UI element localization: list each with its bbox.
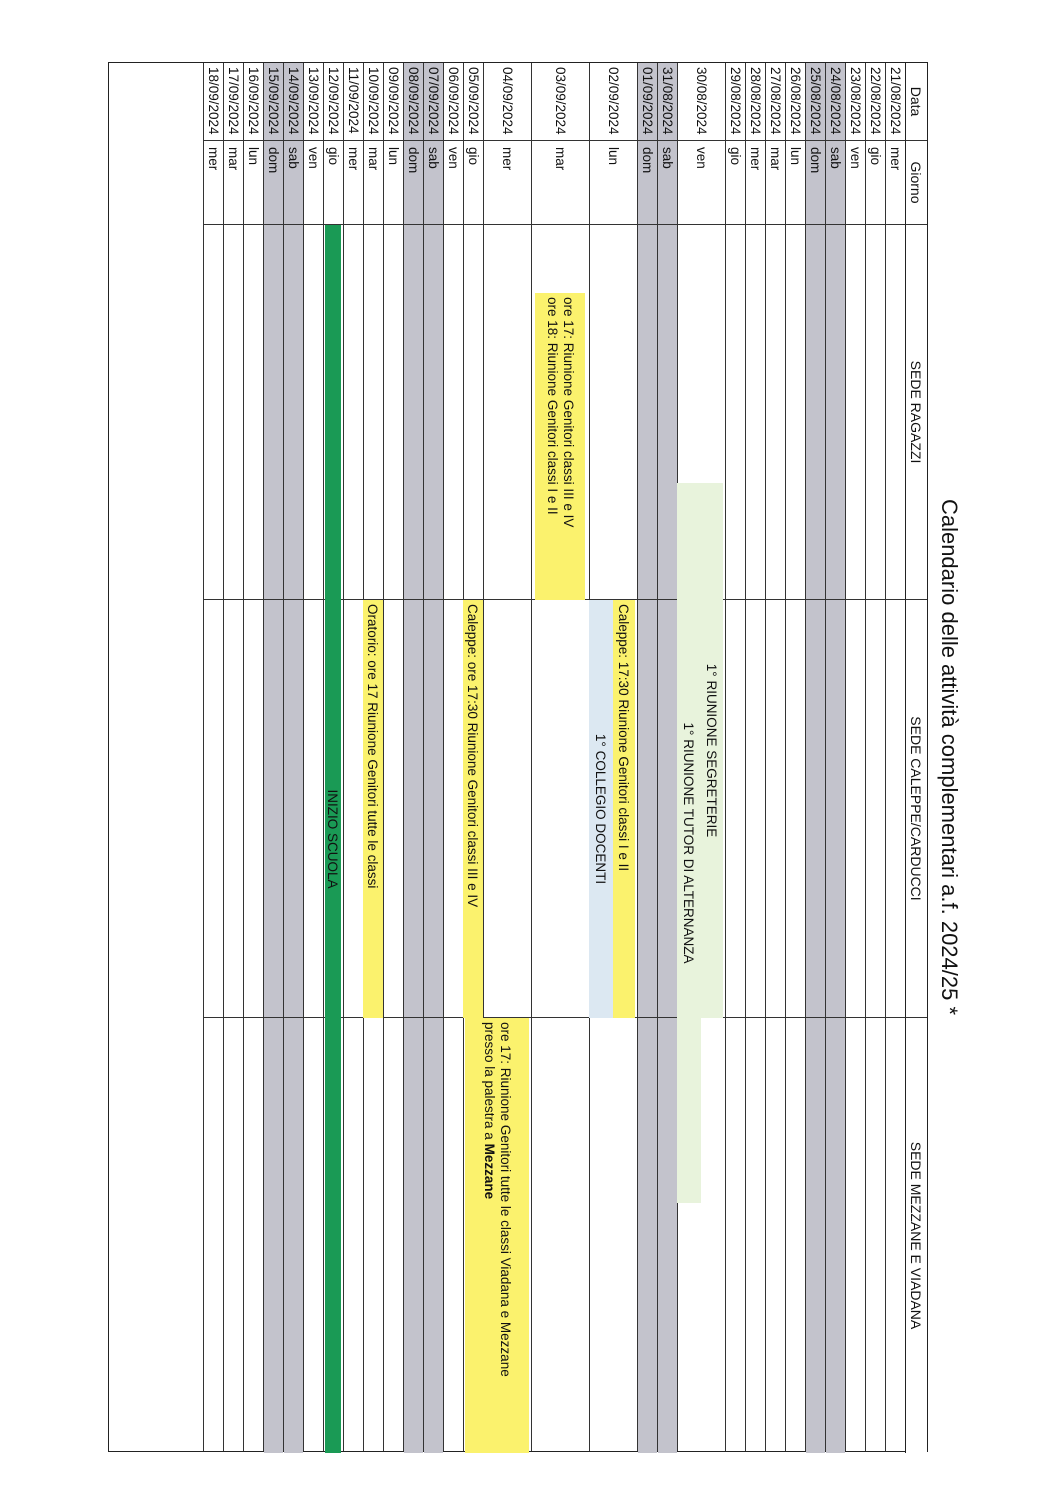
activity-cell: [886, 1018, 905, 1453]
table-row: [383, 63, 403, 1451]
page-title: Calendario delle attività complementari a.f. 2024/25 *: [937, 498, 962, 1016]
date-cell: 26/08/2024: [786, 63, 805, 141]
activity-cell: [590, 225, 637, 600]
event-label-text: presso la palestra a: [482, 1022, 497, 1144]
activity-cell: [866, 600, 885, 1018]
activity-cell: [590, 1018, 637, 1453]
activity-cell: [344, 600, 363, 1018]
table-row: [203, 63, 223, 1451]
activity-cell: [726, 600, 745, 1018]
day-cell: dom: [404, 141, 423, 225]
date-cell: 18/09/2024: [204, 63, 223, 141]
event-label: 1° RIUNIONE TUTOR DI ALTERNANZA: [681, 722, 697, 964]
activity-cell: [344, 1018, 363, 1453]
event-inizio-scuola: [325, 225, 341, 1453]
table-row: [263, 63, 283, 1451]
table-row: [885, 63, 905, 1451]
day-cell: gio: [464, 141, 483, 225]
header-sede-mezzane: SEDE MEZZANE E VIADANA: [905, 1018, 927, 1453]
day-cell: dom: [638, 141, 657, 225]
table-row: [343, 63, 363, 1451]
activity-cell: [532, 600, 589, 1018]
activity-cell: [826, 600, 845, 1018]
activity-cell: [404, 600, 423, 1018]
event-riunione-tutor: [677, 483, 701, 1203]
table-row: [443, 63, 463, 1451]
date-cell: 06/09/2024: [444, 63, 463, 141]
date-cell: 09/09/2024: [384, 63, 403, 141]
date-cell: 23/08/2024: [846, 63, 865, 141]
activity-cell: [746, 1018, 765, 1453]
activity-cell: [444, 600, 463, 1018]
day-cell: lun: [384, 141, 403, 225]
activity-cell: [746, 600, 765, 1018]
activity-cell: [264, 600, 283, 1018]
event-label-line1: ore 17: Riunione Genitori tutte le classi Viadana e Mezzane: [498, 1022, 513, 1377]
activity-cell: [244, 225, 263, 600]
activity-cell: [658, 600, 677, 1018]
date-cell: 04/09/2024: [484, 63, 531, 141]
activity-cell: [766, 600, 785, 1018]
day-cell: sab: [284, 141, 303, 225]
activity-cell: [786, 600, 805, 1018]
day-cell: mer: [746, 141, 765, 225]
day-cell: dom: [806, 141, 825, 225]
event-label: 1° COLLEGIO DOCENTI: [593, 733, 609, 885]
activity-cell: [826, 1018, 845, 1453]
day-cell: mar: [364, 141, 383, 225]
date-cell: 08/09/2024: [404, 63, 423, 141]
day-cell: ven: [678, 141, 725, 225]
table-row: [531, 63, 589, 1451]
activity-cell: [532, 1018, 589, 1453]
date-cell: 03/09/2024: [532, 63, 589, 141]
table-row: [423, 63, 443, 1451]
day-cell: mar: [224, 141, 243, 225]
header-giorno: Giorno: [905, 141, 927, 225]
activity-cell: [384, 1018, 403, 1453]
header-data: Data: [905, 63, 927, 141]
date-cell: 31/08/2024: [658, 63, 677, 141]
activity-cell: [484, 600, 531, 1018]
activity-cell: [444, 225, 463, 600]
date-cell: 22/08/2024: [866, 63, 885, 141]
event-label: Oratorio: ore 17 Riunione Genitori tutte le classi: [365, 604, 381, 889]
table-row: [223, 63, 243, 1451]
activity-cell: [364, 225, 383, 600]
event-label-line2: ore 18: Riunione Genitori classi I e II: [545, 297, 560, 515]
activity-cell: [284, 225, 303, 600]
header-sede-ragazzi: SEDE RAGAZZI: [905, 225, 927, 600]
day-cell: ven: [444, 141, 463, 225]
activity-cell: [224, 1018, 243, 1453]
activity-cell: [284, 600, 303, 1018]
activity-cell: [384, 225, 403, 600]
date-cell: 11/09/2024: [344, 63, 363, 141]
table-row: [657, 63, 677, 1451]
table-row: [283, 63, 303, 1451]
event-oratorio-1009: [363, 600, 383, 1018]
date-cell: 30/08/2024: [678, 63, 725, 141]
activity-cell: [224, 600, 243, 1018]
table-row: [303, 63, 323, 1451]
activity-cell: [658, 1018, 677, 1453]
activity-cell: [846, 225, 865, 600]
date-cell: 21/08/2024: [886, 63, 905, 141]
date-cell: 29/08/2024: [726, 63, 745, 141]
event-label: 1° RIUNIONE SEGRETERIE: [704, 663, 720, 838]
event-label: INIZIO SCUOLA: [325, 789, 341, 889]
activity-cell: [364, 1018, 383, 1453]
activity-cell: [444, 1018, 463, 1453]
event-caleppe-0209: [613, 600, 635, 1018]
date-cell: 25/08/2024: [806, 63, 825, 141]
activity-cell: [806, 225, 825, 600]
table-row: [825, 63, 845, 1451]
date-cell: 07/09/2024: [424, 63, 443, 141]
activity-cell: [224, 225, 243, 600]
activity-cell: [304, 600, 323, 1018]
activity-cell: [264, 225, 283, 600]
day-cell: mer: [344, 141, 363, 225]
table-row: [785, 63, 805, 1451]
activity-cell: [826, 225, 845, 600]
table-row: [805, 63, 825, 1451]
activity-cell: [244, 1018, 263, 1453]
activity-cell: [424, 225, 443, 600]
day-cell: mar: [766, 141, 785, 225]
activity-cell: [404, 1018, 423, 1453]
activity-cell: [284, 1018, 303, 1453]
event-collegio-docenti: [589, 600, 613, 1018]
table-row: [637, 63, 657, 1451]
day-cell: dom: [264, 141, 283, 225]
table-row: [403, 63, 423, 1451]
event-label: Caleppe: ore 17:30 Riunione Genitori classi III e IV: [465, 604, 481, 908]
activity-cell: [846, 1018, 865, 1453]
date-cell: 17/09/2024: [224, 63, 243, 141]
date-cell: 10/09/2024: [364, 63, 383, 141]
activity-cell: [404, 225, 423, 600]
activity-cell: [484, 225, 531, 600]
day-cell: ven: [304, 141, 323, 225]
activity-cell: [384, 600, 403, 1018]
activity-cell: [746, 225, 765, 600]
table-row: [765, 63, 785, 1451]
table-row: [725, 63, 745, 1451]
event-riunione-segreterie: [701, 483, 723, 1018]
date-cell: 24/08/2024: [826, 63, 845, 141]
calendar-table: [108, 62, 928, 1452]
header-sede-caleppe: SEDE CALEPPE/CARDUCCI: [905, 600, 927, 1018]
day-cell: mer: [886, 141, 905, 225]
date-cell: 13/09/2024: [304, 63, 323, 141]
date-cell: 02/09/2024: [590, 63, 637, 141]
activity-cell: [658, 225, 677, 600]
activity-cell: [786, 225, 805, 600]
table-row: [745, 63, 765, 1451]
day-cell: gio: [324, 141, 343, 225]
activity-cell: [204, 600, 223, 1018]
date-cell: 05/09/2024: [464, 63, 483, 141]
activity-cell: [638, 600, 657, 1018]
activity-cell: [886, 225, 905, 600]
activity-cell: [846, 600, 865, 1018]
activity-cell: [304, 225, 323, 600]
activity-cell: [304, 1018, 323, 1453]
activity-cell: [806, 600, 825, 1018]
date-cell: 01/09/2024: [638, 63, 657, 141]
activity-cell: [866, 1018, 885, 1453]
activity-cell: [244, 600, 263, 1018]
activity-cell: [204, 225, 223, 600]
event-label-line1: ore 17: Riunione Genitori classi III e IV: [561, 297, 576, 528]
activity-cell: [886, 600, 905, 1018]
date-cell: 27/08/2024: [766, 63, 785, 141]
date-cell: 16/09/2024: [244, 63, 263, 141]
activity-cell: [726, 225, 745, 600]
day-cell: mer: [204, 141, 223, 225]
day-cell: sab: [658, 141, 677, 225]
activity-cell: [204, 1018, 223, 1453]
rotated-sheet: [106, 62, 968, 1452]
date-cell: 28/08/2024: [746, 63, 765, 141]
activity-cell: [786, 1018, 805, 1453]
event-label: Caleppe: 17:30 Riunione Genitori classi I e II: [616, 604, 632, 872]
activity-cell: [806, 1018, 825, 1453]
event-mezzane-riunione: [465, 1018, 529, 1453]
day-cell: lun: [590, 141, 637, 225]
activity-cell: [464, 225, 483, 600]
activity-cell: [344, 225, 363, 600]
date-cell: 12/09/2024: [324, 63, 343, 141]
activity-cell: [264, 1018, 283, 1453]
day-cell: ven: [846, 141, 865, 225]
activity-cell: [766, 1018, 785, 1453]
event-label-line2: [481, 1022, 497, 1199]
day-cell: gio: [866, 141, 885, 225]
activity-cell: [866, 225, 885, 600]
day-cell: mer: [484, 141, 531, 225]
day-cell: sab: [424, 141, 443, 225]
activity-cell: [766, 225, 785, 600]
table-row: [845, 63, 865, 1451]
day-cell: lun: [244, 141, 263, 225]
activity-cell: [424, 600, 443, 1018]
day-cell: lun: [786, 141, 805, 225]
activity-cell: [726, 1018, 745, 1453]
table-row: [865, 63, 885, 1451]
table-row: [243, 63, 263, 1451]
activity-cell: [638, 1018, 657, 1453]
event-caleppe-0509: [463, 600, 483, 1018]
day-cell: gio: [726, 141, 745, 225]
day-cell: sab: [826, 141, 845, 225]
event-ragazzi-0309: [535, 293, 585, 600]
event-label-bold: Mezzane: [482, 1143, 497, 1200]
activity-cell: [424, 1018, 443, 1453]
date-cell: 14/09/2024: [284, 63, 303, 141]
day-cell: mar: [532, 141, 589, 225]
activity-cell: [638, 225, 657, 600]
date-cell: 15/09/2024: [264, 63, 283, 141]
